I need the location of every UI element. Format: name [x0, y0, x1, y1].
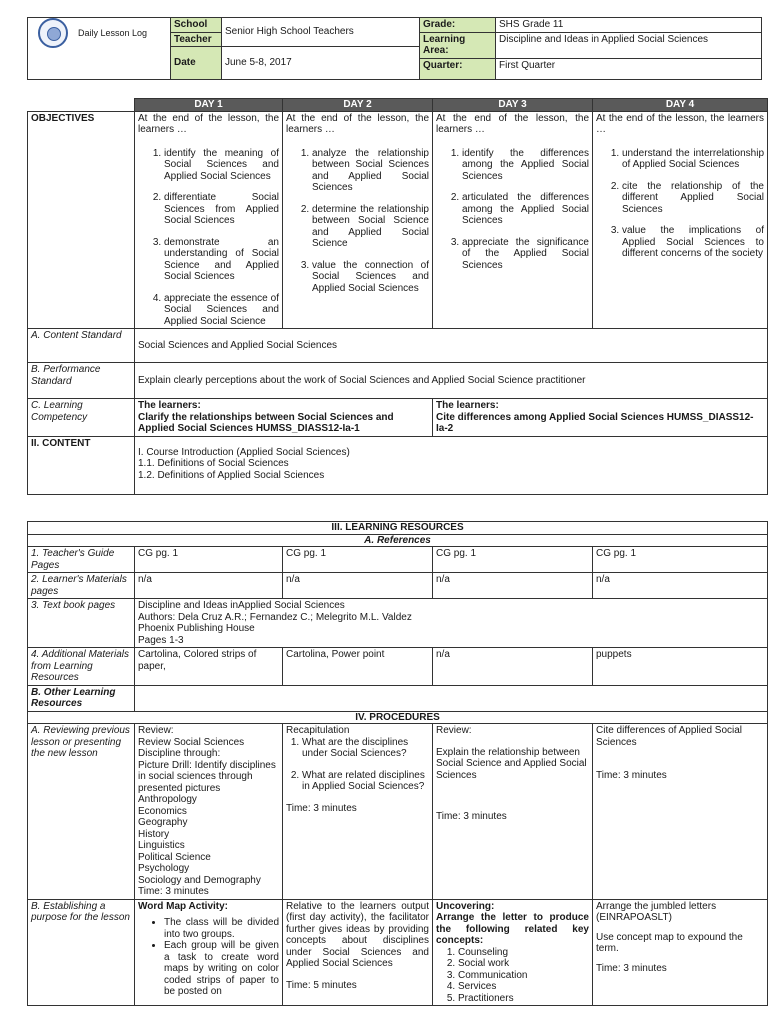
school-label: School [171, 18, 222, 33]
header-logo-cell [28, 18, 171, 80]
objectives-day-4-list: 1. understand the interrelationship of Applied Social Sciences 2. cite the relationship of the different Applied Social Sciences 3. value the implications of Applied Social Sciences to different concerns of the society [596, 148, 764, 260]
additional-materials-day-1: Cartolina, Colored strips of paper, [135, 648, 283, 686]
reviewing-label: A. Reviewing previous lesson or presenting the new lesson [28, 724, 135, 900]
teacher-label: Teacher [171, 32, 222, 47]
learners-materials-label: 2. Learner's Materials pages [28, 573, 135, 599]
learning-competency-left: The learners: Clarify the relationships between Social Sciences and Applied Social Sciences HUMSS_DIASS12-Ia-1 [135, 399, 433, 437]
textbook-label: 3. Text book pages [28, 599, 135, 648]
objectives-day-3: At the end of the lesson, the learners … 1. identify the differences among the Applied Social Sciences 2. articulated the differences among the Applied Social Sciences 3. appreciate the significance of the Applied Social Sciences [433, 111, 593, 329]
objectives-day-4: At the end of the lesson, the learners … 1. understand the interrelationship of Applied Social Sciences 2. cite the relationship of the different Applied Social Sciences 3. value the implications of Applied Social Sciences to different concerns of the society [593, 111, 768, 329]
day-1-header: DAY 1 [135, 99, 283, 112]
references-title: A. References [28, 534, 768, 547]
resources-table [27, 521, 768, 1006]
learners-materials-day-4: n/a [593, 573, 768, 599]
textbook-value: Discipline and Ideas inApplied Social Sciences Authors: Dela Cruz A.R.; Fernandez C.; Melegrito M.L. Valdez Phoenix Publishing House Pages 1-3 [135, 599, 768, 648]
procedures-title: IV. PROCEDURES [28, 711, 768, 724]
objectives-table [27, 98, 768, 495]
additional-materials-label: 4. Additional Materials from Learning Resources [28, 648, 135, 686]
deped-seal-icon [38, 18, 68, 48]
teacher-value: Senior High School Teachers [222, 18, 420, 47]
teachers-guide-day-2: CG pg. 1 [283, 547, 433, 573]
establishing-day-3: Uncovering: Arrange the letter to produce the following related key concepts: 1. Counseling 2. Social work 3. Communication 4. Services 5. Practitioners [433, 899, 593, 1006]
content-standard-value: Social Sciences and Applied Social Sciences [135, 329, 768, 363]
teachers-guide-label: 1. Teacher's Guide Pages [28, 547, 135, 573]
teachers-guide-day-3: CG pg. 1 [433, 547, 593, 573]
performance-standard-label: B. Performance Standard [28, 363, 135, 399]
learners-materials-day-2: n/a [283, 573, 433, 599]
establishing-day-2: Relative to the learners output (first day activity), the facilitator further gives ideas by providing concepts about disciplines under Social Sciences and Applied Social Sciences Time: 5 minutes [283, 899, 433, 1006]
establishing-label: B. Establishing a purpose for the lesson [28, 899, 135, 1006]
objectives-day-1-list: 1. identify the meaning of Social Sciences and Applied Social Sciences 2. differentiate Social Sciences from Applied Social Sciences 3. demonstrate an understanding of Social Science and Applied Social Sciences 4. appreciate the essence of Social Sciences and Applied Social Science [138, 148, 279, 328]
resources-title: III. LEARNING RESOURCES [28, 522, 768, 535]
reviewing-day-3: Review: Explain the relationship between Social Science and Applied Social Sciences Time: 3 minutes [433, 724, 593, 900]
content-standard-label: A. Content Standard [28, 329, 135, 363]
reviewing-day-4: Cite differences of Applied Social Sciences Time: 3 minutes [593, 724, 768, 900]
date-value: June 5-8, 2017 [222, 47, 420, 80]
additional-materials-day-2: Cartolina, Power point [283, 648, 433, 686]
learning-area-value: Discipline and Ideas in Applied Social Sciences [496, 32, 762, 59]
reviewing-day-1: Review: Review Social Sciences Discipline through: Picture Drill: Identify disciplines in social sciences through presented pictures Anthropology Economics Geography History Linguistics Political Science Psychology Sociology and Demography Time: 3 minutes [135, 724, 283, 900]
date-label: Date [171, 47, 222, 80]
objectives-day-2: At the end of the lesson, the learners … 1. analyze the relationship between Social Sciences and Applied Social Sciences 2. determine the relationship between Social Science and Applied Social Science 3. value the connection of Social Sciences and Applied Social Sciences [283, 111, 433, 329]
additional-materials-day-3: n/a [433, 648, 593, 686]
content-value: I. Course Introduction (Applied Social Sciences) 1.1. Definitions of Social Sciences 1.2. Definitions of Applied Social Sciences [135, 436, 768, 494]
teachers-guide-day-1: CG pg. 1 [135, 547, 283, 573]
grade-value: SHS Grade 11 [496, 18, 762, 33]
quarter-label: Quarter: [420, 59, 496, 80]
performance-standard-value: Explain clearly perceptions about the work of Social Sciences and Applied Social Science practitioner [135, 363, 768, 399]
quarter-value: First Quarter [496, 59, 762, 80]
learning-area-label: Learning Area: [420, 32, 496, 59]
day-3-header: DAY 3 [433, 99, 593, 112]
establishing-day-4: Arrange the jumbled letters (EINRAPOASLT) Use concept map to expound the term. Time: 3 minutes [593, 899, 768, 1006]
establishing-day-1: Word Map Activity: • The class will be divided into two groups. • Each group will be given a task to create word maps by writing on color coded strips of paper to be posted on [135, 899, 283, 1006]
objectives-day-3-list: 1. identify the differences among the Applied Social Sciences 2. articulated the differences among the Applied Social Sciences 3. appreciate the significance of the Applied Social Sciences [436, 148, 589, 272]
reviewing-day-2: Recapitulation 1. What are the disciplines under Social Sciences? 2. What are related disciplines in Applied Social Sciences? Time: 3 minutes [283, 724, 433, 900]
teachers-guide-day-4: CG pg. 1 [593, 547, 768, 573]
header-title: Daily Lesson Log [78, 27, 148, 38]
learners-materials-day-1: n/a [135, 573, 283, 599]
header-table [27, 17, 762, 80]
other-resources-value [135, 685, 768, 711]
day-4-header: DAY 4 [593, 99, 768, 112]
objectives-day-1: At the end of the lesson, the learners … 1. identify the meaning of Social Sciences and Applied Social Sciences 2. differentiate Social Sciences from Applied Social Sciences 3. demonstrate an understanding of Social Science and Applied Social Sciences 4. appreciate the essence of Social Sciences and Applied Social Science [135, 111, 283, 329]
learning-competency-label: C. Learning Competency [28, 399, 135, 437]
additional-materials-day-4: puppets [593, 648, 768, 686]
content-label: II. CONTENT [28, 436, 135, 494]
objectives-label: OBJECTIVES [28, 111, 135, 329]
learners-materials-day-3: n/a [433, 573, 593, 599]
day-2-header: DAY 2 [283, 99, 433, 112]
other-resources-label: B. Other Learning Resources [28, 685, 135, 711]
grade-label: Grade: [420, 18, 496, 33]
learning-competency-right: The learners: Cite differences among Applied Social Sciences HUMSS_DIASS12-Ia-2 [433, 399, 768, 437]
objectives-day-2-list: 1. analyze the relationship between Social Sciences and Applied Social Sciences 2. determine the relationship between Social Science and Applied Social Science 3. value the connection of Social Sciences and Applied Social Sciences [286, 148, 429, 295]
